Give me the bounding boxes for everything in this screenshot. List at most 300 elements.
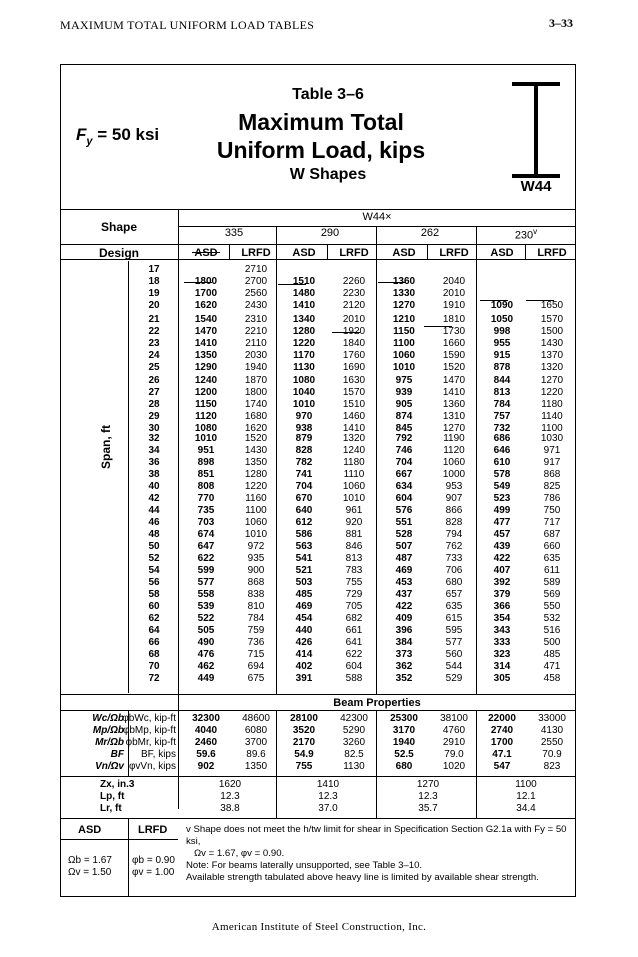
load-value: 1690 [342, 362, 366, 373]
span-value: 26 [148, 375, 160, 386]
rule-v-zx [376, 776, 377, 818]
load-value: 1280 [244, 469, 268, 480]
load-value: 437 [395, 589, 413, 600]
load-column [232, 264, 280, 312]
load-value: 920 [345, 517, 363, 528]
load-column [330, 375, 378, 435]
load-value: 1010 [194, 433, 218, 444]
load-value: 1270 [442, 423, 466, 434]
load-value: 1310 [442, 411, 466, 422]
load-value: 970 [295, 411, 313, 422]
load-column [182, 673, 230, 685]
load-value: 323 [493, 649, 511, 660]
load-column [380, 613, 428, 673]
load-value: 453 [395, 577, 413, 588]
load-value [330, 264, 378, 276]
load-value: 1700 [194, 288, 218, 299]
col-header: ASD [490, 247, 514, 259]
load-value: 1140 [541, 411, 563, 422]
rule-bottom [60, 818, 576, 819]
load-value: 717 [543, 517, 561, 528]
load-value: 499 [493, 505, 511, 516]
load-value: 1330 [392, 288, 416, 299]
load-value: 422 [493, 553, 511, 564]
load-column [330, 493, 378, 553]
load-value: 523 [493, 493, 511, 504]
load-value: 898 [197, 457, 215, 468]
property-column [232, 713, 280, 773]
load-column [478, 493, 526, 553]
load-value: 641 [345, 637, 363, 648]
load-value: 750 [543, 505, 561, 516]
load-value: 2030 [244, 350, 268, 361]
load-value: 851 [197, 469, 215, 480]
load-value: 1240 [342, 445, 366, 456]
load-value: 1050 [490, 314, 514, 325]
load-value: 1320 [342, 433, 366, 444]
load-value: 1240 [194, 375, 218, 386]
property-value: 2910 [442, 737, 466, 748]
load-value: 635 [445, 601, 463, 612]
span-value: 46 [148, 517, 160, 528]
zx-value: 12.3 [418, 791, 438, 802]
load-value: 736 [247, 637, 265, 648]
load-value: 846 [345, 541, 363, 552]
load-column [528, 264, 576, 312]
zx-column [280, 779, 376, 815]
load-value: 784 [247, 613, 265, 624]
load-value: 577 [197, 577, 215, 588]
load-value: 1100 [541, 423, 563, 434]
load-value: 670 [295, 493, 313, 504]
load-value: 694 [247, 661, 265, 672]
load-value: 560 [445, 649, 463, 660]
rule-v-335 [276, 226, 277, 695]
shear-limit-line [378, 282, 406, 283]
load-value: 439 [493, 541, 511, 552]
property-value: 3260 [342, 737, 366, 748]
load-value: 881 [345, 529, 363, 540]
rule-v-sub [327, 244, 328, 260]
load-value: 521 [295, 565, 313, 576]
rule-v-prop [376, 710, 377, 776]
load-value: 703 [197, 517, 215, 528]
span-value: 64 [148, 625, 160, 636]
zx-column [478, 779, 574, 815]
footnote-line: Ωv = 1.67, φv = 0.90. [194, 848, 285, 859]
load-value: 792 [395, 433, 413, 444]
load-value: 794 [445, 529, 463, 540]
load-value: 516 [543, 625, 561, 636]
load-value: 746 [395, 445, 413, 456]
load-value: 732 [493, 423, 511, 434]
load-value: 907 [445, 493, 463, 504]
property-value: 3700 [244, 737, 268, 748]
span-value: 17 [148, 264, 160, 275]
load-value: 1510 [342, 399, 366, 410]
yield-strength-label [76, 125, 159, 147]
zx-value: 1100 [515, 779, 537, 790]
i-beam-icon [510, 80, 562, 180]
load-value: 589 [543, 577, 561, 588]
title-line-1: Maximum Total [238, 109, 404, 135]
rule-v-prop [476, 710, 477, 776]
property-value: 48600 [242, 713, 270, 724]
span-value: 23 [148, 338, 160, 349]
load-column [528, 493, 576, 553]
load-value: 343 [493, 625, 511, 636]
load-column [232, 433, 280, 493]
property-value: 755 [295, 761, 313, 772]
load-value [528, 264, 576, 276]
load-value: 938 [295, 423, 313, 434]
load-value: 505 [197, 625, 215, 636]
load-column [528, 314, 576, 374]
load-value: 1130 [293, 362, 315, 373]
load-value: 635 [543, 553, 561, 564]
load-value: 1150 [393, 326, 415, 337]
load-value: 755 [345, 577, 363, 588]
load-value: 615 [445, 613, 463, 624]
load-value: 1360 [392, 276, 416, 287]
load-value: 762 [445, 541, 463, 552]
col-header: ASD [194, 247, 218, 259]
load-value: 955 [493, 338, 511, 349]
load-value: 1470 [442, 375, 466, 386]
zx-labels: Zx, in.3 Lp, ft Lr, ft [100, 779, 135, 814]
load-value: 2700 [244, 276, 268, 287]
load-value: 1840 [342, 338, 366, 349]
load-value [280, 264, 328, 276]
property-value: 2170 [292, 737, 316, 748]
property-value: 82.5 [344, 749, 364, 760]
load-value: 1570 [342, 387, 366, 398]
rule-v-262 [476, 226, 477, 695]
property-column [528, 713, 576, 773]
load-value: 426 [295, 637, 313, 648]
load-value: 576 [395, 505, 413, 516]
load-value: 333 [493, 637, 511, 648]
rule-zx [60, 776, 576, 777]
load-column [232, 375, 280, 435]
load-value: 1220 [540, 387, 564, 398]
load-value: 2560 [244, 288, 268, 299]
load-value: 314 [493, 661, 511, 672]
load-value: 379 [493, 589, 511, 600]
load-value: 634 [395, 481, 413, 492]
load-value: 529 [445, 673, 463, 684]
load-value: 741 [295, 469, 313, 480]
load-value: 476 [197, 649, 215, 660]
span-value: 52 [148, 553, 160, 564]
load-value: 362 [395, 661, 413, 672]
load-value: 477 [493, 517, 511, 528]
load-value: 457 [493, 529, 511, 540]
load-value: 1660 [442, 338, 466, 349]
load-value: 729 [345, 589, 363, 600]
load-value: 759 [247, 625, 265, 636]
load-value: 550 [543, 601, 561, 612]
span-values [134, 264, 174, 312]
load-value: 544 [445, 661, 463, 672]
property-value: 823 [543, 761, 561, 772]
shear-limit-line [192, 252, 220, 253]
span-value: 48 [148, 529, 160, 540]
load-value: 528 [395, 529, 413, 540]
load-value: 660 [543, 541, 561, 552]
span-value: 50 [148, 541, 160, 552]
rule-v-sub [229, 244, 230, 260]
load-value: 541 [295, 553, 313, 564]
property-value: 1130 [343, 761, 365, 772]
load-value: 1210 [392, 314, 416, 325]
load-value: 866 [445, 505, 463, 516]
property-value: 54.9 [294, 749, 314, 760]
span-value: 54 [148, 565, 160, 576]
rule-v-sub [427, 244, 428, 260]
property-value: 1020 [442, 761, 466, 772]
load-column [280, 553, 328, 613]
load-value: 2710 [244, 264, 268, 275]
rule-v-prop [128, 710, 129, 776]
span-axis-label: Span, ft [99, 425, 113, 469]
load-column [380, 314, 428, 374]
load-value: 1280 [292, 326, 316, 337]
load-value: 770 [197, 493, 215, 504]
load-value: 551 [395, 517, 413, 528]
zx-value: 38.8 [220, 803, 240, 814]
load-value: 305 [493, 673, 511, 684]
load-value: 704 [295, 481, 313, 492]
load-value: 661 [345, 625, 363, 636]
load-value: 640 [295, 505, 313, 516]
load-column [478, 613, 526, 673]
load-value: 622 [197, 553, 215, 564]
load-value: 1520 [442, 362, 466, 373]
load-value: 1430 [244, 445, 268, 456]
load-value: 2260 [342, 276, 366, 287]
load-column [528, 553, 576, 613]
asd-label: ASD [78, 824, 102, 836]
load-value: 1810 [442, 314, 466, 325]
shape-label: Shape [100, 220, 137, 234]
load-value: 838 [247, 589, 265, 600]
load-value: 1730 [442, 326, 466, 337]
span-value: 24 [148, 350, 160, 361]
table-subtitle: W Shapes [289, 166, 367, 183]
load-value: 2010 [442, 288, 466, 299]
load-column [380, 264, 428, 312]
load-value: 449 [197, 673, 215, 684]
load-value: 1520 [244, 433, 268, 444]
load-value: 549 [493, 481, 511, 492]
load-value: 1350 [244, 457, 268, 468]
load-value: 878 [493, 362, 511, 373]
load-column [280, 264, 328, 312]
property-column [182, 713, 230, 773]
load-value: 2040 [442, 276, 466, 287]
load-value: 1410 [442, 387, 466, 398]
load-column [380, 673, 428, 685]
span-value: 29 [148, 411, 160, 422]
zx-value: 34.4 [516, 803, 536, 814]
load-value: 422 [395, 601, 413, 612]
span-value: 22 [148, 326, 160, 337]
load-value: 874 [395, 411, 413, 422]
load-value: 458 [543, 673, 561, 684]
load-value: 1080 [194, 423, 218, 434]
load-value: 1630 [342, 375, 366, 386]
col-header: ASD [292, 247, 316, 259]
load-value: 1100 [393, 338, 415, 349]
load-value: 951 [197, 445, 215, 456]
span-values [134, 613, 174, 673]
load-value: 611 [544, 565, 560, 576]
load-value: 1010 [392, 362, 416, 373]
load-value: 1030 [540, 433, 564, 444]
load-value: 706 [445, 565, 463, 576]
load-value: 682 [345, 613, 363, 624]
load-value: 2120 [342, 300, 366, 311]
load-value: 1870 [244, 375, 268, 386]
span-value: 58 [148, 589, 160, 600]
load-column [182, 264, 230, 312]
load-value: 2430 [244, 300, 268, 311]
load-value: 1620 [194, 300, 218, 311]
load-column [380, 493, 428, 553]
rule-v-shape [178, 209, 179, 809]
load-value: 1430 [540, 338, 564, 349]
load-column [330, 673, 378, 685]
span-values [134, 314, 174, 374]
load-value: 784 [493, 399, 511, 410]
span-value: 68 [148, 649, 160, 660]
span-value: 38 [148, 469, 160, 480]
property-value: 1700 [490, 737, 514, 748]
property-column [430, 713, 478, 773]
table-number: Table 3–6 [292, 86, 364, 103]
zx-value: 1270 [416, 779, 440, 790]
span-value: 27 [148, 387, 160, 398]
load-column [182, 314, 230, 374]
load-value: 622 [345, 649, 363, 660]
load-value: 813 [345, 553, 363, 564]
span-value: 44 [148, 505, 160, 516]
load-value: 868 [247, 577, 265, 588]
load-value: 532 [543, 613, 561, 624]
span-value: 18 [148, 276, 160, 287]
load-value: 705 [345, 601, 363, 612]
prop-labels-asd: Wc/Ωb Mp/Ωb Mr/Ωb BF Vn/Ωv [92, 713, 124, 772]
load-column [182, 433, 230, 493]
load-column [232, 314, 280, 374]
zx-value: 12.3 [318, 791, 338, 802]
property-value: 1940 [392, 737, 416, 748]
load-column [478, 553, 526, 613]
load-value: 868 [543, 469, 561, 480]
load-value: 1370 [540, 350, 564, 361]
omega-lrfd: φb = 0.90 φv = 1.00 [132, 855, 175, 878]
shear-limit-line [480, 300, 508, 301]
load-value: 1010 [244, 529, 268, 540]
load-value: 577 [445, 637, 463, 648]
load-value: 1410 [342, 423, 366, 434]
load-value: 563 [295, 541, 313, 552]
load-value: 354 [493, 613, 511, 624]
rule-asd [60, 839, 178, 840]
span-values [134, 673, 174, 685]
span-value: 19 [148, 288, 160, 299]
load-column [478, 375, 526, 435]
load-value: 1350 [194, 350, 218, 361]
col-header: LRFD [537, 247, 567, 259]
load-value: 935 [247, 553, 265, 564]
load-column [182, 375, 230, 435]
load-column [430, 673, 478, 685]
load-column [430, 493, 478, 553]
load-value: 2210 [244, 326, 268, 337]
load-column [182, 553, 230, 613]
load-value: 1000 [442, 469, 466, 480]
load-column [478, 264, 526, 312]
load-value: 939 [395, 387, 413, 398]
span-value: 62 [148, 613, 160, 624]
table-title [176, 108, 466, 164]
load-column [182, 613, 230, 673]
property-value: 2460 [194, 737, 218, 748]
property-value: 22000 [488, 713, 516, 724]
zx-value: 1620 [218, 779, 242, 790]
property-value: 38100 [440, 713, 468, 724]
rule-bp-head [60, 710, 576, 711]
property-value: 1350 [244, 761, 268, 772]
load-value: 366 [493, 601, 511, 612]
property-value: 2550 [540, 737, 564, 748]
load-value: 687 [543, 529, 561, 540]
property-value: 59.6 [196, 749, 216, 760]
col-header: ASD [392, 247, 416, 259]
load-value: 1270 [540, 375, 564, 386]
load-column [430, 553, 478, 613]
page-footer: American Institute of Steel Construction, Inc. [211, 921, 427, 933]
zx-value: 1410 [316, 779, 340, 790]
load-value [478, 264, 526, 276]
load-value: 2230 [342, 288, 366, 299]
span-values [134, 433, 174, 493]
load-value: 1590 [442, 350, 466, 361]
property-value: 3170 [392, 725, 416, 736]
span-values [134, 493, 174, 553]
property-column [280, 713, 328, 773]
load-value: 1090 [490, 300, 514, 311]
span-value: 66 [148, 637, 160, 648]
load-value: 373 [395, 649, 413, 660]
rule-v-prop [276, 710, 277, 776]
load-value: 825 [543, 481, 561, 492]
load-value: 1410 [292, 300, 316, 311]
load-value: 503 [295, 577, 313, 588]
load-column [330, 264, 378, 312]
load-value: 1120 [443, 445, 465, 456]
span-value: 34 [148, 445, 160, 456]
load-value: 686 [493, 433, 511, 444]
load-column [430, 314, 478, 374]
footnote-line: v Shape does not meet the h/tw limit for shear in Specification Section G2.1a with Fy = 50 ksi, [186, 824, 567, 847]
rule-v-span [128, 261, 129, 693]
load-value: 595 [445, 625, 463, 636]
load-value: 487 [395, 553, 413, 564]
load-value: 845 [395, 423, 413, 434]
